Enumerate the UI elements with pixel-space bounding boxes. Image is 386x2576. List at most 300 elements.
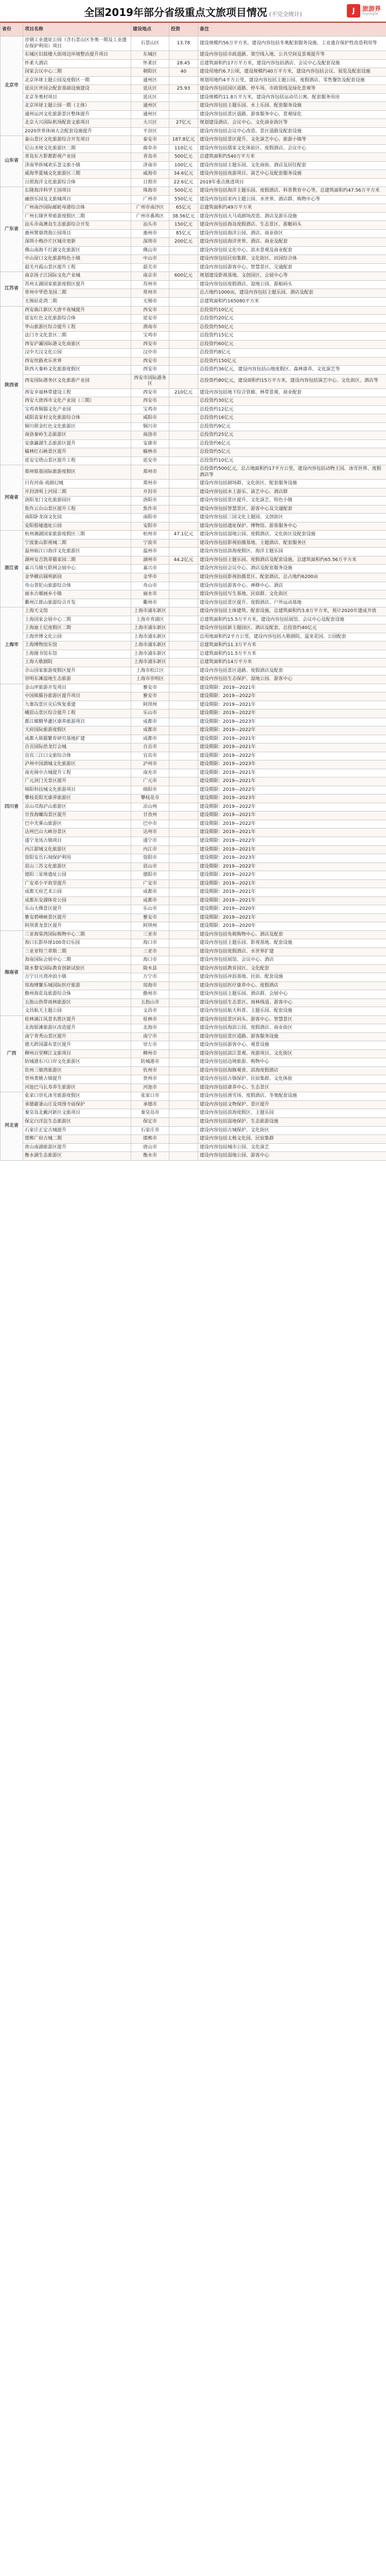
investment-cell (169, 684, 198, 692)
table-row (1, 153, 386, 162)
location-cell: 自贡市 (131, 743, 169, 752)
table-row (1, 332, 386, 341)
remark-cell: 建设期限：2019—2021年 (198, 896, 386, 905)
table-row (1, 922, 386, 931)
project-name-cell: 延庆区世园会配套基础设施建设 (23, 85, 131, 94)
investment-cell (169, 297, 198, 306)
location-cell: 南京市 (131, 272, 169, 281)
table-row (1, 68, 386, 77)
remark-cell: 建设内容包括湿地公园、游客中心 (198, 1152, 386, 1161)
investment-cell (169, 405, 198, 414)
location-cell: 衢州市 (131, 599, 169, 607)
investment-cell (169, 590, 198, 599)
location-cell: 陵水县 (131, 964, 169, 973)
project-name-cell: 资阳安岳石刻保护利用 (23, 854, 131, 863)
table-row (1, 289, 386, 298)
location-cell: 雅安市 (131, 913, 169, 922)
table-row (1, 871, 386, 880)
column-header: 项目名称 (23, 23, 131, 37)
investment-cell (169, 505, 198, 514)
remark-cell: 建设内容包括主题乐园、影视基地、配套设施 (198, 939, 386, 948)
remark-cell: 建设期限：2019—2022年 (198, 752, 386, 760)
investment-cell (169, 641, 198, 650)
remark-cell: 建设内容包括游客中心、智慧景区、交通配套 (198, 263, 386, 272)
project-name-cell: 通州运河文化旅游景区整体提升 (23, 110, 131, 119)
project-name-cell: 上海大歌剧院 (23, 658, 131, 667)
location-cell: 深圳市 (131, 238, 169, 247)
project-name-cell: 宜宾三江口文旅综合体 (23, 752, 131, 760)
remark-cell: 总建筑面积约165080平方米 (198, 297, 386, 306)
table-row (1, 388, 386, 397)
remark-cell: 总投资约16亿元 (198, 414, 386, 423)
investment-cell: 187.8亿元 (169, 136, 198, 145)
location-cell: 达州市 (131, 828, 169, 837)
project-name-cell: 南充阆中古城提升工程 (23, 769, 131, 777)
table-row (1, 896, 386, 905)
table-row (1, 76, 386, 85)
project-name-cell: 乐山大佛景区提升 (23, 905, 131, 914)
table-row (1, 709, 386, 718)
project-name-cell: 佛山南海千灯湖文化旅游区 (23, 246, 131, 255)
project-name-cell: 温州瓯江口海洋文化旅游区 (23, 548, 131, 556)
location-cell: 三亚市 (131, 947, 169, 956)
location-cell: 贺州市 (131, 1075, 169, 1084)
remark-cell: 建设期限：2019—2022年 (198, 862, 386, 871)
logo-name: 旅游界 (362, 5, 381, 12)
location-cell: 泸州市 (131, 760, 169, 769)
table-row (1, 170, 386, 179)
remark-cell: 建设内容包括航天科普、主题乐园、配套设施 (198, 1007, 386, 1016)
investment-cell (169, 973, 198, 982)
location-cell: 通州区 (131, 76, 169, 85)
project-name-cell: 三亚海棠湾国际购物中心二期 (23, 930, 131, 939)
investment-cell (169, 820, 198, 828)
location-cell: 唐山市 (131, 1143, 169, 1152)
investment-cell (169, 616, 198, 624)
table-row (1, 837, 386, 845)
remark-cell: 总投资约12亿元 (198, 405, 386, 414)
project-name-cell: 德阳三星堆遗址公园 (23, 871, 131, 880)
investment-cell (169, 289, 198, 298)
investment-cell: 28.45 (169, 59, 198, 68)
table-row (1, 956, 386, 965)
table-row (1, 522, 386, 531)
location-cell: 南宁市 (131, 1032, 169, 1041)
remark-cell: 总建筑面积约15.5万平方米，建设内容包括展馆、会议中心及配套设施 (198, 616, 386, 624)
location-cell: 嘉兴市 (131, 565, 169, 573)
project-name-cell: 舟山普陀山旅游综合体 (23, 582, 131, 590)
project-name-cell: 五指山热带雨林旅游区 (23, 998, 131, 1007)
remark-cell: 建设内容包括市政道路、架空线入地、公共空间及景观提升等 (198, 51, 386, 60)
project-name-cell: 阿坝黄龙景区提升 (23, 922, 131, 931)
investment-cell (169, 323, 198, 332)
remark-cell: 建设内容包括边境旅游、购物中心 (198, 1058, 386, 1067)
location-cell: 上海市浦东新区 (131, 650, 169, 658)
table-row (1, 947, 386, 956)
table-row (1, 448, 386, 457)
remark-cell: 建设内容包括景区道路、游客服务中心、景观绿化 (198, 110, 386, 119)
investment-cell (169, 565, 198, 573)
table-row (1, 315, 386, 324)
table-row (1, 573, 386, 582)
investment-cell (169, 1032, 198, 1041)
location-cell: 咸阳市 (131, 414, 169, 423)
location-cell: 南阳市 (131, 514, 169, 522)
location-cell: 乐山市 (131, 905, 169, 914)
table-row (1, 879, 386, 888)
remark-cell: 建设期限：2019—2021年 (198, 828, 386, 837)
location-cell: 曲阜市 (131, 144, 169, 153)
project-name-cell: 尼山圣境文化旅游区二期 (23, 144, 131, 153)
remark-cell: 建设内容包括智慧景区、游客中心及交通配套 (198, 505, 386, 514)
project-name-cell: 宁波象山影视城二期 (23, 539, 131, 548)
location-cell: 阿坝州 (131, 701, 169, 709)
table-row (1, 1135, 386, 1144)
investment-cell (169, 1058, 198, 1067)
investment-cell (169, 374, 198, 388)
location-cell: 珠海市 (131, 187, 169, 196)
investment-cell: 22.6亿元 (169, 178, 198, 187)
remark-cell: 建设内容包括主题乐园、酒店群、会展中心 (198, 990, 386, 999)
table-row (1, 828, 386, 837)
location-cell: 济南市 (131, 161, 169, 170)
location-cell: 德阳市 (131, 871, 169, 880)
table-row (1, 119, 386, 128)
project-name-cell: 华山旅游区综合提升工程 (23, 323, 131, 332)
project-name-cell: 儋州海花岛旅游综合体 (23, 990, 131, 999)
location-cell: 眉山市 (131, 862, 169, 871)
location-cell: 怀柔区 (131, 59, 169, 68)
project-name-cell: 贺州黄姚古镇提升 (23, 1075, 131, 1084)
remark-cell: 建设期限：2019—2022年 (198, 786, 386, 794)
investment-cell (169, 573, 198, 582)
table-row (1, 456, 386, 465)
remark-cell: 总投资约10亿元 (198, 456, 386, 465)
table-row (1, 752, 386, 760)
remark-cell: 建设内容包括冲浪基地、民宿、配套设施 (198, 973, 386, 982)
investment-cell (169, 862, 198, 871)
remark-cell: 建设期限：2019—2022年 (198, 726, 386, 735)
remark-cell: 建设内容包括会议中心改造、景区道路及配套设施 (198, 127, 386, 136)
project-name-cell: 上海天文馆 (23, 607, 131, 616)
investment-cell (169, 357, 198, 366)
project-name-cell: 凉山邛海泸山旅游区 (23, 803, 131, 811)
table-body (1, 37, 386, 1161)
project-name-cell: 怀柔大酒店 (23, 59, 131, 68)
location-cell: 焦作市 (131, 505, 169, 514)
remark-cell: 总建筑面积约49万平方米 (198, 204, 386, 213)
table-row (1, 641, 386, 650)
location-cell: 金华市 (131, 573, 169, 582)
project-name-cell: 保定白洋淀生态旅游区 (23, 1118, 131, 1127)
project-name-cell: 泸州中国酒城文化旅游区 (23, 760, 131, 769)
location-cell: 上海市松江区 (131, 667, 169, 675)
remark-cell: 建设期限：2019—2020年 (198, 922, 386, 931)
investment-cell (169, 349, 198, 358)
table-row (1, 1007, 386, 1016)
project-name-cell: 西安幸福林带建设工程 (23, 388, 131, 397)
location-cell: 南充市 (131, 769, 169, 777)
location-cell: 平谷区 (131, 127, 169, 136)
table-row (1, 1143, 386, 1152)
table-row (1, 93, 386, 102)
remark-cell: 总投资约20亿元 (198, 315, 386, 324)
project-name-cell: 国家会议中心二期 (23, 68, 131, 77)
projects-table (0, 23, 386, 1161)
investment-cell (169, 1126, 198, 1135)
project-name-cell: 青岛东方影都影视产业园 (23, 153, 131, 162)
remark-cell: 建设内容包括度假酒店、湿地公园、游船码头 (198, 280, 386, 289)
remark-cell: 建设内容包括海洋主题乐园、度假酒店、科普教育中心等，总建筑面积约47.56万平方米 (198, 187, 386, 196)
table-row (1, 178, 386, 187)
table-row (1, 667, 386, 675)
remark-cell: 建设内容包括滨海度假区、主题乐园 (198, 1109, 386, 1118)
investment-cell (169, 448, 198, 457)
table-row (1, 1066, 386, 1075)
table-row (1, 187, 386, 196)
remark-cell: 建设内容包括景区码头、游客中心、智慧景区 (198, 1015, 386, 1024)
column-header: 建设地点 (131, 23, 169, 37)
investment-cell (169, 599, 198, 607)
table-row (1, 692, 386, 701)
location-cell: 西安市 (131, 340, 169, 349)
investment-cell (169, 845, 198, 854)
investment-cell (169, 514, 198, 522)
remark-cell: 建设内容包括景区提升、文化演艺中心、旅游小镇等 (198, 136, 386, 145)
investment-cell (169, 582, 198, 590)
table-row (1, 701, 386, 709)
remark-cell: 总投资约50亿元 (198, 323, 386, 332)
remark-cell: 建设内容包括民宿集群、文化街区、田园综合体 (198, 255, 386, 264)
project-name-cell: 郑州银基国际旅游度假区 (23, 465, 131, 480)
remark-cell: 建设用地约6.7公顷，建设规模约40万平方米，建设内容包括会议、展览及配套设施 (198, 68, 386, 77)
table-row (1, 144, 386, 153)
remark-cell: 建设内容包括主题乐园、度假酒店及配套设施，总建筑面积约65.56万平方米 (198, 556, 386, 565)
province-cell: 河北省 (1, 1092, 23, 1160)
location-cell: 石家庄市 (131, 1126, 169, 1135)
table-row (1, 548, 386, 556)
table-row (1, 505, 386, 514)
investment-cell (169, 854, 198, 863)
investment-cell: 100亿元 (169, 161, 198, 170)
project-name-cell: 深圳小梅沙片区城市更新 (23, 238, 131, 247)
table-row (1, 862, 386, 871)
investment-cell (169, 998, 198, 1007)
table-row (1, 51, 386, 60)
location-cell: 河池市 (131, 1083, 169, 1092)
remark-cell: 总建筑面积约11.3万平方米 (198, 641, 386, 650)
investment-cell (169, 51, 198, 60)
remark-cell: 建设期限：2019—2022年 (198, 820, 386, 828)
project-name-cell: 秦皇岛北戴河新区文旅项目 (23, 1109, 131, 1118)
project-name-cell: 延安红色文化旅游综合体 (23, 315, 131, 324)
remark-cell: 建设内容包括滑雪场、度假酒店、冬奥配套设施 (198, 1092, 386, 1101)
location-cell: 西安市 (131, 306, 169, 315)
table-row (1, 246, 386, 255)
project-name-cell: 陵水黎安国际教育创新试验区 (23, 964, 131, 973)
investment-cell (169, 1143, 198, 1152)
remark-cell: 建设内容包括三国文化主题园、文创街区 (198, 514, 386, 522)
remark-cell: 建设期限：2019—2021年 (198, 701, 386, 709)
remark-cell: 建设内容包括夜游项目、演艺中心及配套服务设施 (198, 170, 386, 179)
table-row (1, 998, 386, 1007)
location-cell: 石景山区 (131, 37, 169, 51)
table-row (1, 161, 386, 170)
remark-cell: 建设内容包括海洋公园、酒店、商业街区 (198, 229, 386, 238)
location-cell: 中山市 (131, 255, 169, 264)
remark-cell: 建设期限：2019—2021年 (198, 684, 386, 692)
investment-cell (169, 1075, 198, 1084)
project-name-cell: 唐山南湖旅游区提升 (23, 1143, 131, 1152)
location-cell: 资阳市 (131, 854, 169, 863)
location-cell: 广州市南沙区 (131, 204, 169, 213)
project-name-cell: 焦作云台山景区提升工程 (23, 505, 131, 514)
location-cell: 邯郸市 (131, 1135, 169, 1144)
investment-cell (169, 422, 198, 431)
project-name-cell: 南阳卧龙岗文化园 (23, 514, 131, 522)
project-name-cell: 西安曲江新区大唐不夜城提升 (23, 306, 131, 315)
project-name-cell: 钦州三娘湾旅游区 (23, 1066, 131, 1075)
remark-cell: 建设内容包括景区提升、度假酒店、户外运动基地 (198, 599, 386, 607)
remark-cell: 建设内容包括康养中心、生态景区 (198, 1083, 386, 1092)
project-name-cell: 邯郸广府古城二期 (23, 1135, 131, 1144)
project-name-cell: 开封清明上河园二期 (23, 488, 131, 497)
project-name-cell: 上海图书馆东馆 (23, 650, 131, 658)
remark-cell: 总投资约36亿元，建设内容包括山地度假区、森林康养、文化演艺等 (198, 366, 386, 375)
investment-cell (169, 110, 198, 119)
table-header-row (1, 23, 386, 37)
project-name-cell: 丽水古堰画乡小镇 (23, 590, 131, 599)
investment-cell (169, 1092, 198, 1101)
remark-cell: 建设内容包括大马戏剧场改造、酒店及游乐设施 (198, 212, 386, 221)
location-cell: 遂宁市 (131, 837, 169, 845)
project-name-cell: 成都天府艺术公园 (23, 888, 131, 897)
investment-cell (169, 1007, 198, 1016)
table-row (1, 990, 386, 999)
investment-cell (169, 964, 198, 973)
remark-cell: 建设内容包括医疗康养中心、度假酒店 (198, 981, 386, 990)
remark-cell: 建设内容包括海滨公园、度假酒店、商业街区 (198, 1024, 386, 1033)
project-name-cell: 峨眉山景区综合提升工程 (23, 709, 131, 718)
location-cell: 崇左市 (131, 1041, 169, 1050)
investment-cell (169, 888, 198, 897)
table-row (1, 1058, 386, 1067)
investment-cell (169, 102, 198, 111)
remark-cell: 建设内容包括度假酒店、水世界扩建 (198, 947, 386, 956)
investment-cell (169, 1024, 198, 1033)
table-row (1, 803, 386, 811)
investment-cell (169, 465, 198, 480)
header (0, 0, 386, 23)
location-cell: 广州市番禺区 (131, 212, 169, 221)
project-name-cell: 无锡拈花湾二期 (23, 297, 131, 306)
location-cell: 乐山市 (131, 709, 169, 718)
table-row (1, 811, 386, 820)
project-name-cell: 南宁青秀山景区提升 (23, 1032, 131, 1041)
location-cell: 雅安市 (131, 684, 169, 692)
project-name-cell: 上海迪士尼度假区二期 (23, 624, 131, 633)
remark-cell: 建设内容包括儒家文化体验区、度假酒店、会议中心 (198, 144, 386, 153)
column-header: 省份 (1, 23, 23, 37)
investment-cell: 210亿元 (169, 388, 198, 397)
location-cell: 凉山州 (131, 803, 169, 811)
table-row (1, 607, 386, 616)
table-row (1, 777, 386, 786)
location-cell: 衡水市 (131, 1152, 169, 1161)
location-cell: 东城区 (131, 51, 169, 60)
location-cell: 甘孜州 (131, 811, 169, 820)
location-cell: 延庆区 (131, 93, 169, 102)
project-name-cell: 惠州巽寮湾海公园项目 (23, 229, 131, 238)
investment-cell (169, 1083, 198, 1092)
table-row (1, 37, 386, 51)
project-name-cell: 金华横店圆明新园 (23, 573, 131, 582)
project-name-cell: 咸阳袁家村文化旅游综合体 (23, 414, 131, 423)
location-cell: 保定市 (131, 1118, 169, 1127)
remark-cell: 建设期限：2019—2021年 (198, 769, 386, 777)
project-name-cell: 达州巴山大峡谷景区 (23, 828, 131, 837)
location-cell: 通州区 (131, 110, 169, 119)
table-row (1, 110, 386, 119)
project-name-cell: 威海华夏城文化旅游区三期 (23, 170, 131, 179)
project-name-cell: 韶关丹霞山景区提升工程 (23, 263, 131, 272)
investment-cell: 13.78 (169, 37, 198, 51)
remark-cell: 规划建设酒店、会议中心、文化商业街区等 (198, 119, 386, 128)
investment-cell: 34.6亿元 (169, 170, 198, 179)
table-row (1, 624, 386, 633)
investment-cell: 500亿元 (169, 153, 198, 162)
investment-cell (169, 624, 198, 633)
investment-cell (169, 871, 198, 880)
table-row (1, 633, 386, 641)
location-cell: 杭州市 (131, 531, 169, 539)
project-name-cell: 绵阳科技城文化旅游项目 (23, 786, 131, 794)
remark-cell: 建设期限：2019—2023年 (198, 718, 386, 726)
location-cell: 上海市崇明区 (131, 675, 169, 684)
table-row (1, 1049, 386, 1058)
project-name-cell: 石家庄正定古城提升 (23, 1126, 131, 1135)
remark-cell: 总投资约15亿元 (198, 332, 386, 341)
location-cell: 三亚市 (131, 930, 169, 939)
remark-cell: 建设期限：2019—2021年 (198, 777, 386, 786)
table-row (1, 306, 386, 315)
location-cell: 琼海市 (131, 981, 169, 990)
remark-cell: 建设内容包括海岛度假酒店、生态景区、游艇码头 (198, 221, 386, 230)
remark-cell: 总建筑面积约14万平方米 (198, 658, 386, 667)
table-row (1, 195, 386, 204)
project-name-cell: 上海世博文化公园 (23, 633, 131, 641)
project-name-cell: 河池巴马长寿养生旅游区 (23, 1083, 131, 1092)
table-row (1, 1024, 386, 1033)
project-name-cell: 甘孜海螺沟景区提升 (23, 811, 131, 820)
table-row (1, 102, 386, 111)
location-cell: 西安市 (131, 388, 169, 397)
remark-cell: 建设内容包括古镇保护、民宿集群、文化体验 (198, 1075, 386, 1084)
investment-cell (169, 1135, 198, 1144)
project-name-cell: 眉山三苏文化旅游区 (23, 862, 131, 871)
column-header: 备注 (198, 23, 386, 37)
remark-cell: 总投资约500亿元，总占地面积约17平方公里，建设内容包括动物王国、冰雪世界、度假酒店等 (198, 465, 386, 480)
title-text: 全国2019年部分省级重点文旅项目情况 (84, 6, 268, 19)
project-name-cell: 攀枝花阳光康养旅游区 (23, 794, 131, 803)
table-row (1, 422, 386, 431)
table-row (1, 85, 386, 94)
project-name-cell: 北京环球主题公园及度假区一期 (23, 76, 131, 85)
remark-cell: 总投资约5亿元 (198, 448, 386, 457)
brand-logo (347, 4, 381, 18)
table-row (1, 204, 386, 213)
location-cell: 开封市 (131, 488, 169, 497)
